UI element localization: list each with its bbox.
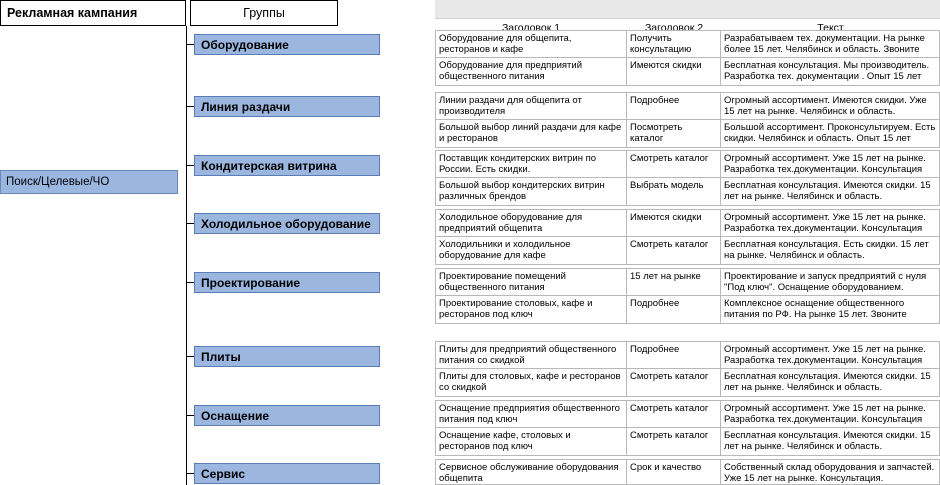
ad-group-block (435, 268, 940, 324)
ad-title1-cell[interactable]: Линии раздачи для общепита от производителя (435, 93, 627, 119)
table-row[interactable] (435, 58, 940, 86)
ad-title2-cell[interactable]: Имеются скидки (627, 210, 721, 236)
ad-title2-cell[interactable]: Выбрать модель (627, 178, 721, 205)
ad-title2-cell[interactable]: Получить консультацию (627, 31, 721, 57)
ad-title1-cell[interactable]: Холодильное оборудование для предприятий общепита (435, 210, 627, 236)
ad-group-block (435, 30, 940, 86)
table-row[interactable] (435, 209, 940, 237)
ad-title1-cell[interactable]: Холодильники и холодильное оборудование для кафе (435, 237, 627, 264)
groups-title: Группы (190, 0, 338, 26)
table-row[interactable] (435, 120, 940, 148)
group-connector-line (186, 165, 194, 166)
ad-text-cell[interactable]: Огромный ассортимент. Уже 15 лет на рынке. Разработка тех.документации. Консультация (721, 151, 940, 177)
ad-text-cell[interactable]: Бесплатная консультация. Имеются скидки. 15 лет на рынке. Челябинск и область. (721, 428, 940, 455)
group-node[interactable] (194, 405, 380, 426)
group-node[interactable] (194, 463, 380, 484)
column-header-title2: Заголовок 2 (644, 22, 704, 34)
ad-title1-cell[interactable]: Поставщик кондитерских витрин по России. Есть скидки. (435, 151, 627, 177)
group-label[interactable]: Проектирование (194, 272, 380, 293)
table-row[interactable] (435, 150, 940, 178)
group-connector-line (186, 223, 194, 224)
table-row[interactable] (435, 369, 940, 397)
ad-title2-cell[interactable]: Смотреть каталог (627, 151, 721, 177)
ad-text-cell[interactable]: Огромный ассортимент. Уже 15 лет на рынке. Разработка тех.документации. Консультация (721, 210, 940, 236)
ad-group-block (435, 400, 940, 456)
ad-title2-cell[interactable]: Смотреть каталог (627, 369, 721, 396)
table-row[interactable] (435, 428, 940, 456)
campaign-node-search[interactable]: Поиск/Целевые/ЧО (0, 170, 178, 194)
ad-title1-cell[interactable]: Сервисное обслуживание оборудования общепита (435, 460, 627, 484)
ad-text-cell[interactable]: Огромный ассортимент. Уже 15 лет на рынке. Разработка тех.документации. Консультация (721, 342, 940, 368)
ad-title2-cell[interactable]: Имеются скидки (627, 58, 721, 85)
ad-title1-cell[interactable]: Оборудование для предприятий общественного питания (435, 58, 627, 85)
group-label[interactable]: Плиты (194, 346, 380, 367)
group-node[interactable] (194, 34, 380, 55)
group-connector-line (186, 106, 194, 107)
ad-title1-cell[interactable]: Большой выбор кондитерских витрин различных брендов (435, 178, 627, 205)
group-connector-line (186, 356, 194, 357)
group-label[interactable]: Кондитерская витрина (194, 155, 380, 176)
campaign-title: Рекламная кампания (0, 0, 186, 26)
ad-title2-cell[interactable]: Подробнее (627, 93, 721, 119)
ad-title1-cell[interactable]: Оснащение кафе, столовых и ресторанов под ключ (435, 428, 627, 455)
ad-text-cell[interactable]: Огромный ассортимент. Уже 15 лет на рынке. Разработка тех.документации. Консультация (721, 401, 940, 427)
ad-text-cell[interactable]: Большой ассортимент. Проконсультируем. Есть скидки. Челябинск и область. Опыт 15 лет (721, 120, 940, 147)
group-connector-line (186, 44, 194, 45)
ad-text-cell[interactable]: Комплексное оснащение общественного питания по РФ. На рынке 15 лет. Звоните (721, 296, 940, 323)
ad-group-block (435, 341, 940, 397)
group-node[interactable] (194, 346, 380, 367)
group-label[interactable]: Оборудование (194, 34, 380, 55)
ad-title1-cell[interactable]: Плиты для предприятий общественного питания со скидкой (435, 342, 627, 368)
group-label[interactable]: Линия раздачи (194, 96, 380, 117)
ad-group-block (435, 459, 940, 485)
table-row[interactable] (435, 341, 940, 369)
ad-group-block (435, 150, 940, 206)
ad-text-cell[interactable]: Огромный ассортимент. Имеются скидки. Уже 15 лет на рынке. Челябинск и область. (721, 93, 940, 119)
ad-title2-cell[interactable]: Смотреть каталог (627, 428, 721, 455)
ad-title1-cell[interactable]: Оборудование для общепита, ресторанов и кафе (435, 31, 627, 57)
table-row[interactable] (435, 178, 940, 206)
ad-title1-cell[interactable]: Проектирование столовых, кафе и ресторанов под ключ (435, 296, 627, 323)
ad-title2-cell[interactable]: Подробнее (627, 296, 721, 323)
table-row[interactable] (435, 30, 940, 58)
table-row[interactable] (435, 400, 940, 428)
table-row[interactable] (435, 237, 940, 265)
ad-title1-cell[interactable]: Большой выбор линий раздачи для кафе и ресторанов (435, 120, 627, 147)
ad-text-cell[interactable]: Собственный склад оборудования и запчастей. Уже 15 лет на рынке. Консультация. (721, 460, 940, 484)
group-connector-line (186, 415, 194, 416)
ad-group-block (435, 209, 940, 265)
ad-text-cell[interactable]: Бесплатная консультация. Есть скидки. 15 лет на рынке. Челябинск и область. (721, 237, 940, 264)
group-node[interactable] (194, 272, 380, 293)
ad-title2-cell[interactable]: Смотреть каталог (627, 401, 721, 427)
ad-group-block (435, 92, 940, 148)
group-label[interactable]: Сервис (194, 463, 380, 484)
ad-title2-cell[interactable]: Смотреть каталог (627, 237, 721, 264)
table-row[interactable] (435, 296, 940, 324)
column-header-title1: Заголовок 1 (501, 22, 561, 34)
ad-title1-cell[interactable]: Проектирование помещений общественного питания (435, 269, 627, 295)
group-connector-line (186, 473, 194, 474)
ad-text-cell[interactable]: Бесплатная консультация. Имеются скидки. 15 лет на рынке. Челябинск и область. (721, 178, 940, 205)
table-row[interactable] (435, 459, 940, 485)
ad-text-cell[interactable]: Проектирование и запуск предприятий с нуля "Под ключ". Оснащение оборудованием. (721, 269, 940, 295)
ad-title1-cell[interactable]: Оснащение предприятия общественного питания под ключ (435, 401, 627, 427)
table-row[interactable] (435, 268, 940, 296)
ad-text-cell[interactable]: Разрабатываем тех. документации. На рынке более 15 лет. Челябинск и область. Звоните (721, 31, 940, 57)
ad-title2-cell[interactable]: Подробнее (627, 342, 721, 368)
group-connector-line (186, 282, 194, 283)
tree-spine (186, 26, 187, 485)
ad-text-cell[interactable]: Бесплатная консультация. Мы производитель. Разработка тех. документации . Опыт 15 лет (721, 58, 940, 85)
ad-title1-cell[interactable]: Плиты для столовых, кафе и ресторанов со скидкой (435, 369, 627, 396)
group-node[interactable] (194, 213, 380, 234)
ad-text-cell[interactable]: Бесплатная консультация. Имеются скидки. 15 лет на рынке. Челябинск и область. (721, 369, 940, 396)
group-node[interactable] (194, 96, 380, 117)
ad-title2-cell[interactable]: Посмотреть каталог (627, 120, 721, 147)
table-row[interactable] (435, 92, 940, 120)
group-label[interactable]: Оснащение (194, 405, 380, 426)
ad-title2-cell[interactable]: Срок и качество (627, 460, 721, 484)
ad-title2-cell[interactable]: 15 лет на рынке (627, 269, 721, 295)
group-label[interactable]: Холодильное оборудование (194, 213, 380, 234)
column-header-text: Текст (817, 22, 844, 34)
group-node[interactable] (194, 155, 380, 176)
